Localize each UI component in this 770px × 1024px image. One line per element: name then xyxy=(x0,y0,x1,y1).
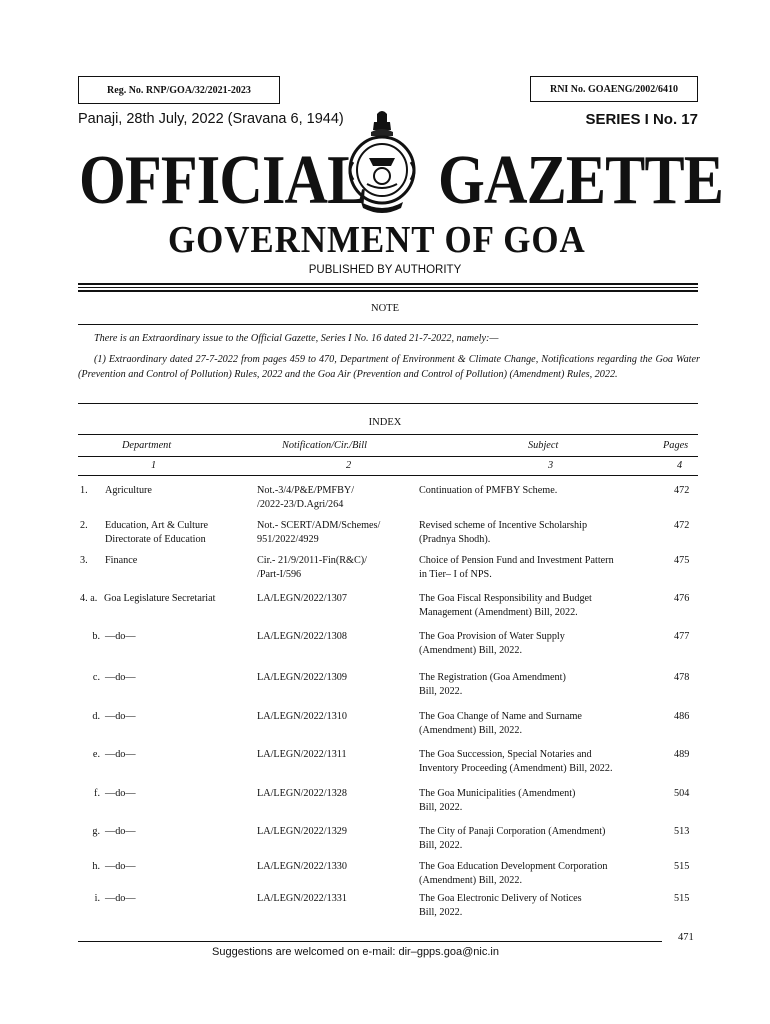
footer-rule xyxy=(78,941,662,942)
row-notification: Cir.- 21/9/2011-Fin(R&C)/ /Part-I/596 xyxy=(257,555,367,580)
row-notification: LA/LEGN/2022/1330 xyxy=(257,861,347,872)
row-number: e. xyxy=(92,749,100,760)
reg-number: Reg. No. RNP/GOA/32/2021-2023 xyxy=(107,84,251,96)
row-department: —do— xyxy=(105,672,136,683)
col-header-department: Department xyxy=(122,440,172,451)
row-page: 475 xyxy=(674,555,690,566)
index-header-rule xyxy=(78,456,698,457)
row-number: b. xyxy=(92,631,100,642)
row-department: —do— xyxy=(105,788,136,799)
row-subject: Revised scheme of Incentive Scholarship (Pradnya Shodh). xyxy=(419,520,588,545)
note-paragraph-1: There is an Extraordinary issue to the Official Gazette, Series I No. 16 dated 21-7-2022, namely:— xyxy=(94,333,499,344)
rni-number-box xyxy=(530,76,698,102)
row-department: —do— xyxy=(105,893,136,904)
row-page: 515 xyxy=(674,861,690,872)
page-number: 471 xyxy=(678,932,694,943)
col-header-notification: Notification/Cir./Bill xyxy=(282,440,367,451)
row-subject: The Goa Provision of Water Supply (Amendment) Bill, 2022. xyxy=(419,631,565,656)
col-number-1: 1 xyxy=(151,460,157,471)
col-number-3: 3 xyxy=(548,460,554,471)
row-subject: The Registration (Goa Amendment) Bill, 2022. xyxy=(419,672,566,697)
row-number: h. xyxy=(92,861,100,872)
row-department: —do— xyxy=(105,861,136,872)
rni-number: RNI No. GOAENG/2002/6410 xyxy=(549,83,679,95)
row-number: 4. a. xyxy=(80,593,98,604)
row-number: 1. xyxy=(80,485,88,496)
row-notification: LA/LEGN/2022/1308 xyxy=(257,631,347,642)
row-number: f. xyxy=(94,788,100,799)
row-subject: The Goa Fiscal Responsibility and Budget Management (Amendment) Bill, 2022. xyxy=(419,593,592,618)
masthead-government: GOVERNMENT OF GOA xyxy=(168,219,586,261)
note-rule xyxy=(78,324,698,325)
row-page: 472 xyxy=(674,485,690,496)
row-notification: Not.-3/4/P&E/PMFBY/ /2022-23/D.Agri/264 xyxy=(257,485,355,510)
dateline: Panaji, 28th July, 2022 (Sravana 6, 1944) xyxy=(78,111,344,127)
row-notification: LA/LEGN/2022/1329 xyxy=(257,826,347,837)
header-rule xyxy=(78,290,698,292)
row-number: g. xyxy=(92,826,100,837)
col-number-2: 2 xyxy=(346,460,352,471)
row-department: Goa Legislature Secretariat xyxy=(104,593,216,604)
row-subject: The Goa Municipalities (Amendment) Bill, 2022. xyxy=(419,788,576,813)
row-department: —do— xyxy=(105,749,136,760)
row-department: Education, Art & Culture Directorate of Education xyxy=(105,520,208,545)
row-notification: LA/LEGN/2022/1309 xyxy=(257,672,347,683)
row-number: 2. xyxy=(80,520,88,531)
col-header-pages: Pages xyxy=(663,440,689,451)
row-page: 486 xyxy=(674,711,690,722)
suggestions-email: Suggestions are welcomed on e-mail: dir–gpps.goa@nic.in xyxy=(212,946,499,958)
row-number: 3. xyxy=(80,555,88,566)
col-number-4: 4 xyxy=(677,460,683,471)
series-number: SERIES I No. 17 xyxy=(585,111,698,128)
row-notification: LA/LEGN/2022/1311 xyxy=(257,749,347,760)
row-page: 472 xyxy=(674,520,690,531)
row-notification: LA/LEGN/2022/1310 xyxy=(257,711,347,722)
row-department: Agriculture xyxy=(105,485,152,496)
row-department: —do— xyxy=(105,631,136,642)
row-page: 478 xyxy=(674,672,690,683)
reg-number-box xyxy=(78,76,280,104)
row-number: d. xyxy=(92,711,100,722)
row-page: 476 xyxy=(674,593,690,604)
row-subject: The Goa Succession, Special Notaries and Inventory Proceeding (Amendment) Bill, 2022. xyxy=(419,749,613,774)
index-heading: INDEX xyxy=(368,417,402,428)
row-notification: LA/LEGN/2022/1331 xyxy=(257,893,347,904)
note-heading: NOTE xyxy=(371,303,399,314)
index-top-rule xyxy=(78,434,698,435)
header-rule xyxy=(78,283,698,285)
row-number: c. xyxy=(92,672,100,683)
row-page: 477 xyxy=(674,631,690,642)
row-notification: LA/LEGN/2022/1307 xyxy=(257,593,347,604)
row-department: —do— xyxy=(105,826,136,837)
row-notification: Not.- SCERT/ADM/Schemes/ 951/2022/4929 xyxy=(257,520,381,545)
row-subject: Continuation of PMFBY Scheme. xyxy=(419,485,558,496)
note-paragraph-2: (1) Extraordinary dated 27-7-2022 from pages 459 to 470, Department of Environment & Climate Change, Notifications regarding the Goa Water (Prevention and Control of Pollution) Rules, 2022 and the Goa Air (Prevention and Control of Pollution) (Amendment) Rules, 2022. xyxy=(78,354,700,380)
row-subject: The Goa Change of Name and Surname (Amendment) Bill, 2022. xyxy=(419,711,582,736)
row-number: i. xyxy=(94,893,100,904)
masthead-official: OFFICIAL xyxy=(79,142,367,219)
col-header-subject: Subject xyxy=(528,440,559,451)
published-by-authority: PUBLISHED BY AUTHORITY xyxy=(308,264,462,276)
row-subject: The Goa Electronic Delivery of Notices Bill, 2022. xyxy=(419,893,582,918)
header-rule xyxy=(78,287,698,288)
row-department: Finance xyxy=(105,555,138,566)
row-page: 489 xyxy=(674,749,690,760)
row-department: —do— xyxy=(105,711,136,722)
row-page: 513 xyxy=(674,826,690,837)
row-subject: Choice of Pension Fund and Investment Pattern in Tier– I of NPS. xyxy=(419,555,614,580)
index-subheader-rule xyxy=(78,475,698,476)
note-end-rule xyxy=(78,403,698,404)
row-page: 504 xyxy=(674,788,690,799)
row-subject: The City of Panaji Corporation (Amendment) Bill, 2022. xyxy=(419,826,606,851)
row-page: 515 xyxy=(674,893,690,904)
row-subject: The Goa Education Development Corporation (Amendment) Bill, 2022. xyxy=(419,861,608,886)
masthead-gazette: GAZETTE xyxy=(438,142,724,219)
row-notification: LA/LEGN/2022/1328 xyxy=(257,788,347,799)
